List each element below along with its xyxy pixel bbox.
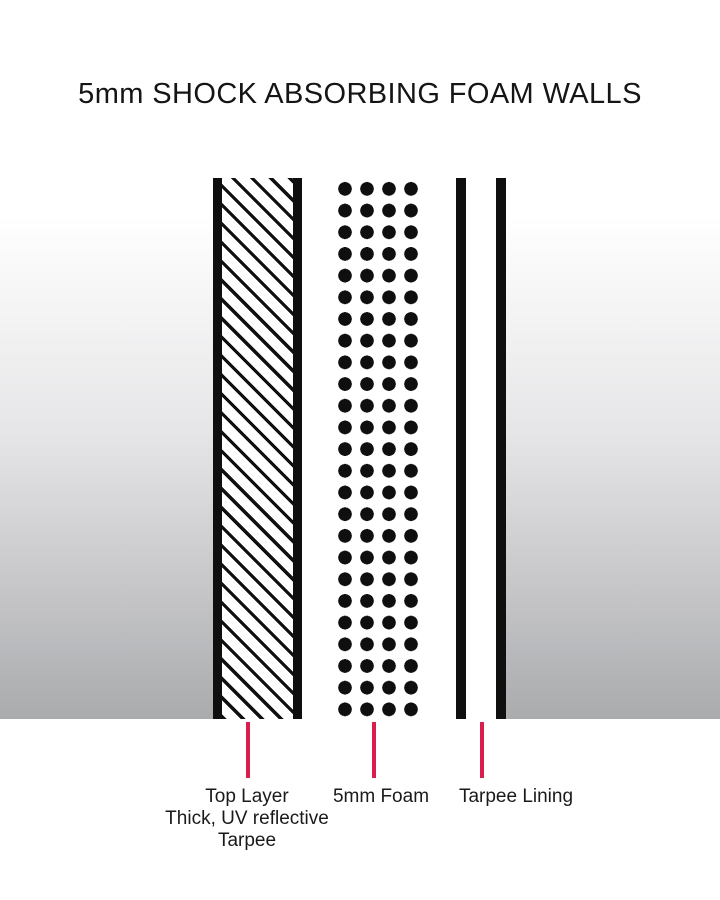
label-lining: Tarpee Lining bbox=[458, 786, 574, 807]
diagonal-hatch-pattern bbox=[222, 178, 293, 719]
leader-line-lining bbox=[480, 722, 484, 778]
label-top-layer-line1: Top Layer bbox=[205, 786, 289, 807]
label-top-layer-line2: Thick, UV reflective bbox=[165, 808, 329, 829]
page-title: 5mm SHOCK ABSORBING FOAM WALLS bbox=[78, 78, 642, 110]
label-foam: 5mm Foam bbox=[332, 786, 430, 807]
label-top-layer-line3: Tarpee bbox=[217, 830, 277, 851]
tarpee-lining-line-right bbox=[496, 178, 506, 719]
leader-line-top-layer bbox=[246, 722, 250, 778]
tarpee-lining-line-left bbox=[456, 178, 466, 719]
top-layer-band bbox=[213, 178, 302, 719]
foam-dot-band bbox=[334, 178, 422, 719]
leader-line-foam bbox=[372, 722, 376, 778]
